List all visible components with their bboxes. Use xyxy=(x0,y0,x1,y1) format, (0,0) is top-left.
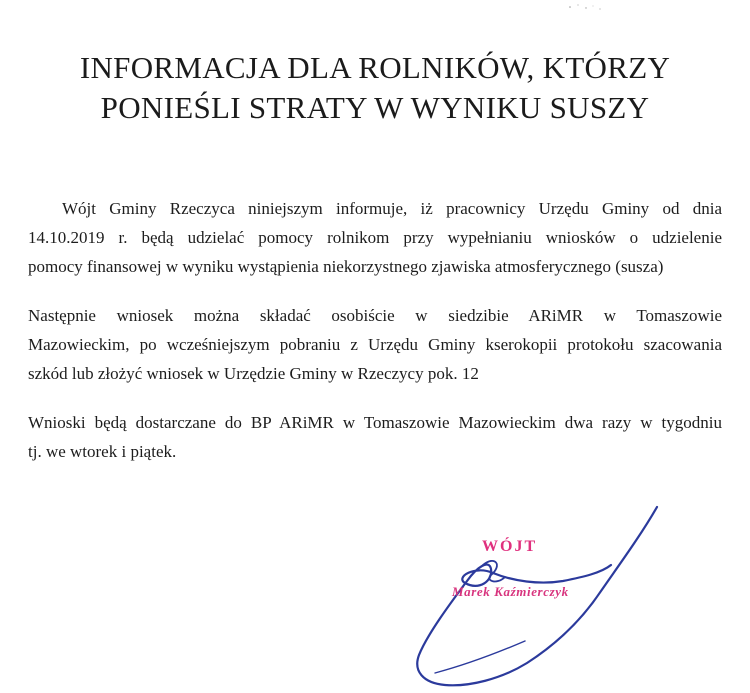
paragraph-line: pomocy finansowej w wyniku wystąpienia niekorzystnego zjawiska atmosferycznego (susza) xyxy=(28,257,664,276)
paragraph-delivery xyxy=(28,408,722,466)
paragraph-line: Następnie wniosek można składać osobiście w siedzibie ARiMR w Tomaszowie xyxy=(28,306,722,325)
scan-speckle xyxy=(566,2,606,12)
document-title xyxy=(0,48,750,128)
paragraph-submission xyxy=(28,301,722,388)
stamp-name: Marek Kaźmierczyk xyxy=(452,584,569,599)
title-line: PONIEŚLI STRATY W WYNIKU SUSZY xyxy=(100,90,650,125)
title-line: INFORMACJA DLA ROLNIKÓW, KTÓRZY xyxy=(79,50,671,85)
paragraph-announcement xyxy=(28,194,722,281)
paragraph-line: szkód lub złożyć wniosek w Urzędzie Gminy w Rzeczycy pok. 12 xyxy=(28,364,479,383)
paragraph-line: Wójt Gminy Rzeczyca niniejszym informuje, iż pracownicy Urzędu Gminy od dnia xyxy=(62,199,722,218)
paragraph-line: Wnioski będą dostarczane do BP ARiMR w Tomaszowie Mazowieckim dwa razy w tygodniu xyxy=(28,413,722,432)
paragraph-line: 14.10.2019 r. będą udzielać pomocy rolnikom przy wypełnianiu wniosków o udzielenie xyxy=(28,228,722,247)
paragraph-line: tj. we wtorek i piątek. xyxy=(28,442,177,461)
stamp-title: WÓJT xyxy=(482,538,538,555)
paragraph-line: Mazowieckim, po wcześniejszym pobraniu z Urzędu Gminy kserokopii protokołu szacowania xyxy=(28,335,722,354)
